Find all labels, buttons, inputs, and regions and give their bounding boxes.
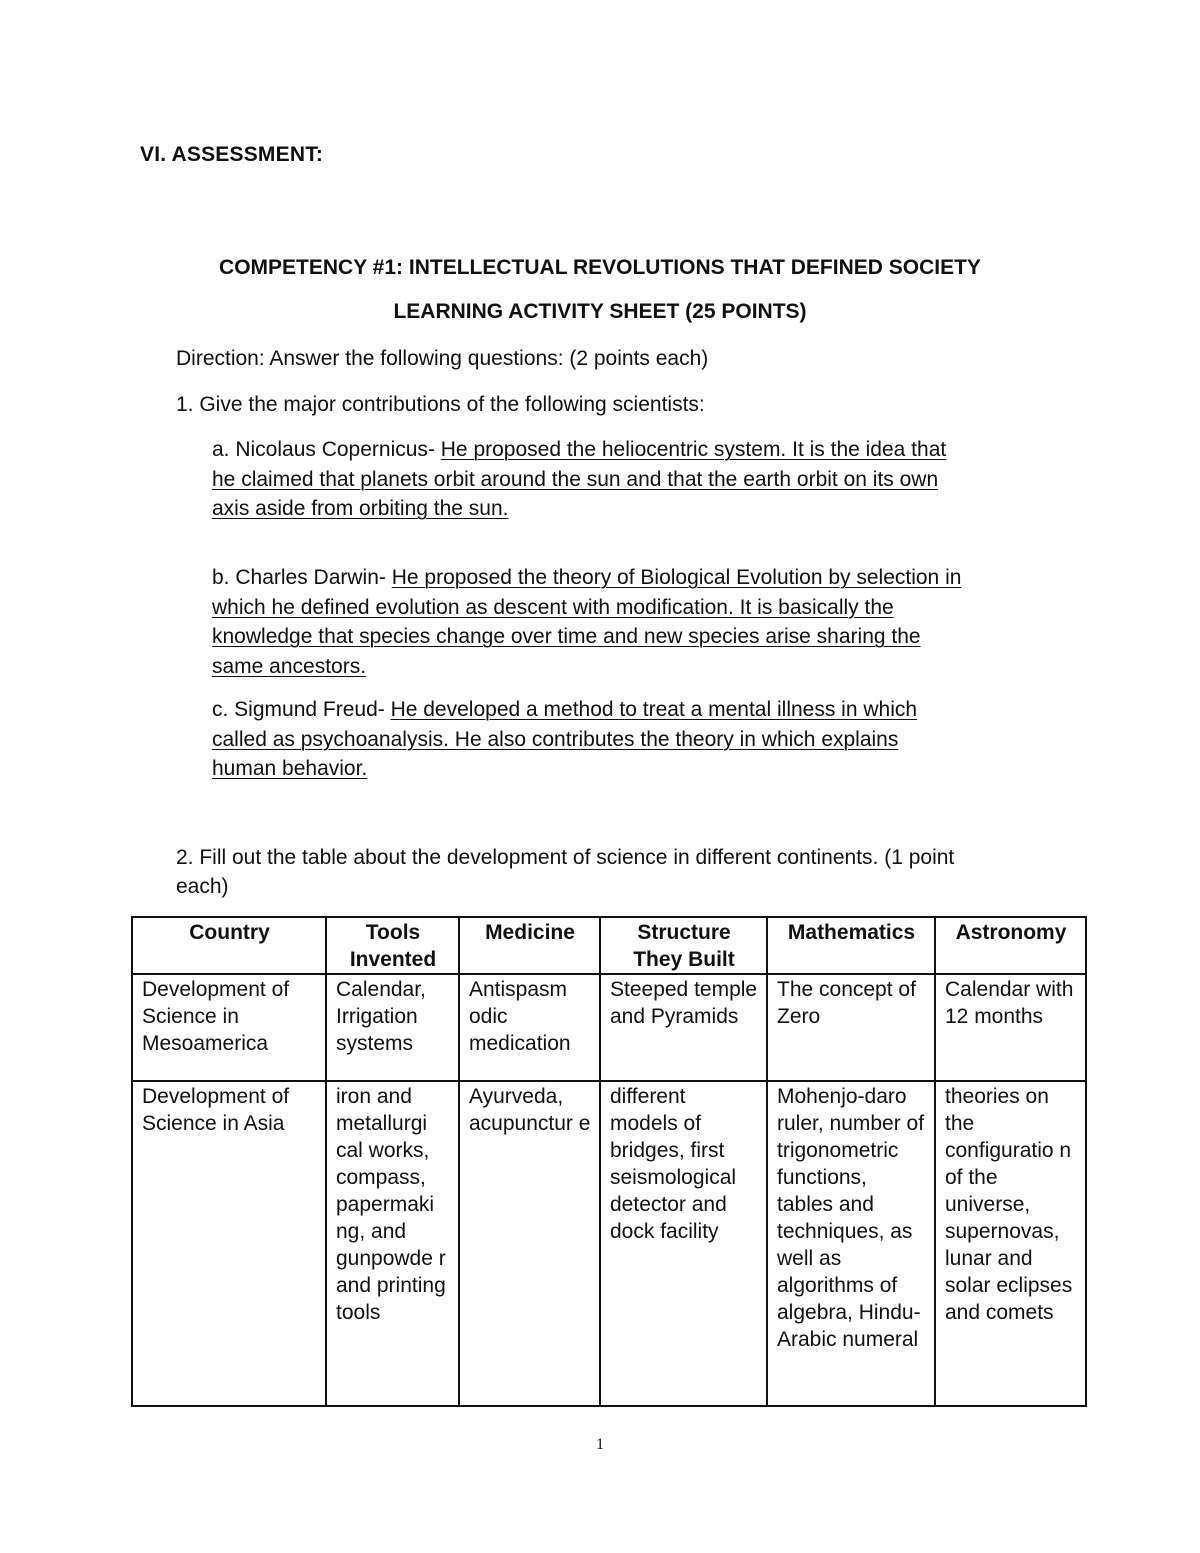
answer-freud bbox=[212, 695, 1082, 784]
answer-line: knowledge that species change over time and new species arise sharing the bbox=[212, 625, 921, 648]
header-country: Country bbox=[132, 917, 326, 974]
table-cell: Ayurveda, acupunctur e bbox=[459, 1081, 600, 1406]
question-2-prompt-continued: each) bbox=[176, 875, 229, 898]
answer-label: c. Sigmund Freud- bbox=[212, 698, 391, 721]
direction-text: Direction: Answer the following questions: (2 points each) bbox=[176, 347, 709, 370]
answer-copernicus bbox=[212, 435, 1082, 524]
table-cell: theories on the configuratio n of the universe, supernovas, lunar and solar eclipses and comets bbox=[935, 1081, 1086, 1406]
answer-label: b. Charles Darwin- bbox=[212, 566, 392, 589]
competency-title: COMPETENCY #1: INTELLECTUAL REVOLUTIONS THAT DEFINED SOCIETY bbox=[219, 256, 981, 279]
header-medicine: Medicine bbox=[459, 917, 600, 974]
science-development-table bbox=[131, 916, 1087, 1407]
table-header-row bbox=[132, 917, 1086, 974]
header-mathematics: Mathematics bbox=[767, 917, 935, 974]
table-cell: iron and metallurgi cal works, compass, papermaki ng, and gunpowde r and printing tools bbox=[326, 1081, 459, 1406]
table-cell: Calendar, Irrigation systems bbox=[326, 974, 459, 1081]
question-2-prompt: 2. Fill out the table about the development of science in different continents. (1 point bbox=[176, 846, 955, 869]
table-cell: different models of bridges, first seismological detector and dock facility bbox=[600, 1081, 767, 1406]
section-heading: VI. ASSESSMENT: bbox=[140, 143, 324, 166]
table-cell: The concept of Zero bbox=[767, 974, 935, 1081]
header-structure: Structure They Built bbox=[600, 917, 767, 974]
answer-line: he claimed that planets orbit around the sun and that the earth orbit on its own bbox=[212, 467, 939, 491]
header-astronomy: Astronomy bbox=[935, 917, 1086, 974]
table-cell: Development of Science in Asia bbox=[132, 1081, 326, 1406]
table-row bbox=[132, 1081, 1086, 1406]
answer-label: a. Nicolaus Copernicus- bbox=[212, 438, 441, 461]
answer-darwin bbox=[212, 563, 1082, 681]
answer-line: same ancestors. bbox=[212, 654, 367, 678]
table-cell: Calendar with 12 months bbox=[935, 974, 1086, 1081]
table-cell: Mohenjo-daro ruler, number of trigonometric functions, tables and techniques, as well as algorithms of algebra, Hindu-Arabic numeral bbox=[767, 1081, 935, 1406]
sheet-title: LEARNING ACTIVITY SHEET (25 POINTS) bbox=[393, 300, 807, 323]
page-number: 1 bbox=[596, 1436, 604, 1453]
answer-line: axis aside from orbiting the sun. bbox=[212, 497, 509, 520]
question-1-prompt: 1. Give the major contributions of the following scientists: bbox=[176, 393, 705, 416]
answer-line: He proposed the heliocentric system. It is the idea that bbox=[440, 438, 947, 461]
table-cell: Development of Science in Mesoamerica bbox=[132, 974, 326, 1081]
table-row bbox=[132, 974, 1086, 1081]
table-cell: Steeped temple and Pyramids bbox=[600, 974, 767, 1081]
answer-line: He developed a method to treat a mental illness in which bbox=[390, 698, 918, 721]
answer-line: which he defined evolution as descent with modification. It is basically the bbox=[212, 595, 894, 619]
table-cell: Antispasm odic medication bbox=[459, 974, 600, 1081]
answer-line: called as psychoanalysis. He also contributes the theory in which explains bbox=[212, 727, 899, 751]
answer-line: human behavior. bbox=[212, 757, 368, 780]
answer-line: He proposed the theory of Biological Evolution by selection in bbox=[391, 566, 962, 589]
header-tools-invented: Tools Invented bbox=[326, 917, 459, 974]
